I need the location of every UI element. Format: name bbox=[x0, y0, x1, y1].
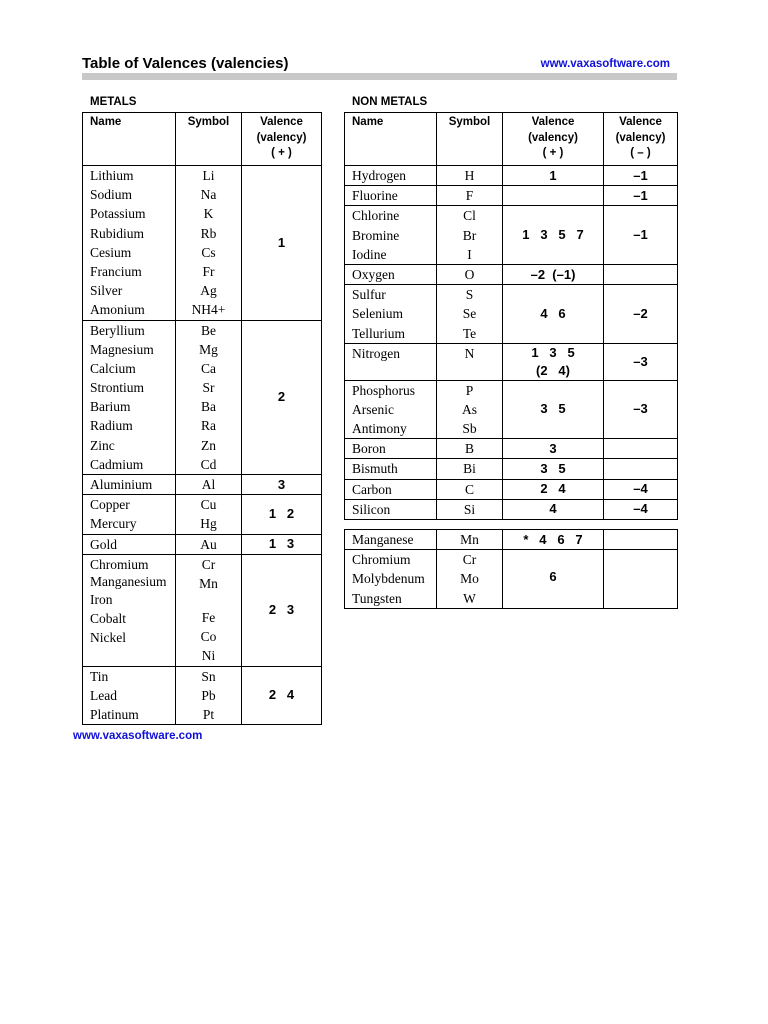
element-names-cell bbox=[345, 530, 437, 550]
element-symbol: Ca bbox=[201, 360, 216, 376]
positive-valence-cell bbox=[503, 459, 604, 479]
metal-group-row bbox=[83, 475, 322, 495]
valence-value: 1 2 bbox=[268, 506, 295, 522]
element-name: Selenium bbox=[352, 306, 403, 322]
element-symbols-cell bbox=[437, 343, 503, 380]
non-metal-group-row bbox=[345, 479, 678, 499]
element-symbol: Ag bbox=[200, 283, 217, 299]
element-names-cell bbox=[83, 475, 176, 495]
element-name: Tin bbox=[90, 668, 109, 684]
element-name: Tellurium bbox=[352, 325, 406, 341]
element-symbol: Pb bbox=[201, 687, 216, 703]
element-symbol: Br bbox=[462, 227, 477, 243]
non-metal-group-row bbox=[345, 264, 678, 284]
element-symbol: Ra bbox=[201, 418, 216, 434]
element-names-cell bbox=[345, 186, 437, 206]
valence-value: –4 bbox=[633, 501, 648, 517]
non-metal-group-row bbox=[345, 166, 678, 186]
valence-value: 2 4 bbox=[268, 687, 295, 703]
element-symbol: Te bbox=[462, 325, 477, 341]
header-neg-line2: (valency) bbox=[615, 131, 666, 144]
element-symbol: Pt bbox=[202, 706, 215, 722]
element-names-cell bbox=[345, 285, 437, 344]
valence-value: 3 bbox=[549, 440, 557, 456]
negative-valence-cell bbox=[604, 499, 678, 519]
element-name: Barium bbox=[90, 399, 131, 415]
element-name: Silicon bbox=[352, 501, 391, 517]
element-name: Zinc bbox=[90, 437, 115, 453]
element-name: Fluorine bbox=[352, 188, 398, 204]
element-symbol: Sr bbox=[202, 380, 215, 396]
transition-group-row bbox=[345, 530, 678, 550]
footer-site-link[interactable]: www.vaxasoftware.com bbox=[73, 730, 203, 742]
element-symbols-cell bbox=[437, 285, 503, 344]
element-name: Radium bbox=[90, 418, 133, 434]
element-symbol: Cs bbox=[201, 244, 216, 260]
header-pos-line1: Valence bbox=[531, 116, 575, 128]
element-symbols-cell bbox=[176, 534, 242, 554]
element-symbols-cell bbox=[176, 320, 242, 475]
positive-valence-cell bbox=[503, 186, 604, 206]
element-name: Mercury bbox=[90, 516, 137, 532]
non-metal-group-row bbox=[345, 380, 678, 439]
metal-group-row bbox=[83, 166, 322, 321]
element-symbol: I bbox=[467, 246, 472, 262]
valence-value: 3 5 bbox=[540, 401, 566, 417]
element-symbol: Hg bbox=[200, 516, 217, 532]
valence-value: * 4 6 7 bbox=[523, 531, 583, 547]
element-name: Carbon bbox=[352, 481, 392, 497]
element-symbol: K bbox=[203, 206, 214, 222]
page-title: Table of Valences (valencies) bbox=[82, 55, 289, 72]
non-metal-group-row bbox=[345, 343, 678, 380]
positive-valence-cell bbox=[503, 530, 604, 550]
negative-valence-cell bbox=[604, 439, 678, 459]
negative-valence-cell bbox=[604, 380, 678, 439]
element-symbols-cell bbox=[437, 479, 503, 499]
valence-cell bbox=[242, 475, 322, 495]
positive-valence-cell bbox=[503, 380, 604, 439]
element-name: Nickel bbox=[90, 630, 126, 646]
element-name: Silver bbox=[90, 283, 123, 299]
element-symbols-cell bbox=[437, 530, 503, 550]
element-symbol: N bbox=[464, 345, 475, 361]
element-symbol: Co bbox=[200, 629, 217, 645]
element-name: Cobalt bbox=[90, 611, 126, 627]
element-name: Chlorine bbox=[352, 208, 400, 224]
valence-cell bbox=[242, 554, 322, 666]
element-name: Cadmium bbox=[90, 456, 144, 472]
valence-cell bbox=[242, 320, 322, 475]
valence-value: 6 bbox=[549, 569, 557, 585]
non-metal-group-row bbox=[345, 186, 678, 206]
element-name: Phosphorus bbox=[352, 382, 416, 398]
element-symbol: S bbox=[465, 287, 474, 303]
header-valence-positive bbox=[503, 113, 604, 166]
element-names-cell bbox=[83, 166, 176, 321]
element-name: Platinum bbox=[90, 706, 139, 722]
element-name: Strontium bbox=[90, 380, 145, 396]
element-symbols-cell bbox=[437, 206, 503, 265]
metal-group-row bbox=[83, 320, 322, 475]
element-name: Cesium bbox=[90, 244, 132, 260]
header-symbol: Symbol bbox=[437, 113, 503, 166]
element-symbol: P bbox=[465, 382, 474, 398]
negative-valence-cell bbox=[604, 285, 678, 344]
element-name: Potassium bbox=[90, 206, 146, 222]
element-name: Boron bbox=[352, 441, 386, 457]
element-name: Amonium bbox=[90, 302, 145, 318]
negative-valence-cell bbox=[604, 166, 678, 186]
valence-value: 1 3 bbox=[268, 536, 295, 552]
element-names-cell bbox=[345, 439, 437, 459]
valence-value: 1 bbox=[277, 234, 286, 250]
element-symbol: Fe bbox=[201, 609, 216, 625]
metals-header-row bbox=[83, 113, 322, 166]
element-symbols-cell bbox=[176, 475, 242, 495]
element-name: Antimony bbox=[352, 421, 407, 437]
element-names-cell bbox=[83, 320, 176, 475]
element-symbol: Si bbox=[463, 501, 476, 517]
element-names-cell bbox=[345, 479, 437, 499]
negative-valence-cell bbox=[604, 343, 678, 380]
element-symbol: Mo bbox=[460, 571, 479, 587]
metals-label: METALS bbox=[90, 96, 137, 108]
negative-valence-cell bbox=[604, 550, 678, 609]
element-symbols-cell bbox=[437, 550, 503, 609]
element-name: Gold bbox=[90, 536, 117, 552]
element-symbol: Cl bbox=[463, 208, 476, 224]
element-symbols-cell bbox=[176, 495, 242, 534]
valence-cell bbox=[242, 166, 322, 321]
metal-group-row bbox=[83, 666, 322, 725]
element-names-cell bbox=[345, 206, 437, 265]
element-symbol: Mn bbox=[199, 575, 218, 591]
element-symbol: Cr bbox=[201, 556, 216, 572]
element-names-cell bbox=[83, 554, 176, 666]
valence-value: 1 3 5 7 bbox=[522, 227, 584, 243]
element-symbols-cell bbox=[176, 554, 242, 666]
valence-value: 3 5 bbox=[540, 461, 566, 477]
negative-valence-cell bbox=[604, 459, 678, 479]
element-symbol: H bbox=[464, 168, 475, 183]
element-symbol: Se bbox=[462, 306, 477, 322]
header-name: Name bbox=[83, 113, 176, 166]
element-names-cell bbox=[345, 499, 437, 519]
valence-value: 2 3 bbox=[268, 602, 295, 618]
element-symbol: Li bbox=[202, 168, 215, 183]
element-symbol: W bbox=[463, 590, 476, 606]
element-symbol: Be bbox=[201, 322, 216, 338]
element-name: Iron bbox=[90, 591, 113, 607]
element-symbol: F bbox=[465, 188, 474, 204]
valence-value: –3 bbox=[633, 401, 648, 417]
element-symbol: Mn bbox=[460, 532, 479, 547]
header-symbol: Symbol bbox=[176, 113, 242, 166]
element-symbol: C bbox=[464, 481, 474, 497]
element-symbol: Sb bbox=[462, 421, 477, 437]
element-name: Bismuth bbox=[352, 461, 398, 477]
element-symbol: Cd bbox=[200, 456, 217, 472]
valence-value: 4 bbox=[549, 501, 557, 517]
element-name: Lithium bbox=[90, 168, 134, 183]
header-neg-line3: ( – ) bbox=[630, 147, 651, 159]
header-neg-line1: Valence bbox=[619, 116, 662, 128]
element-name: Aluminium bbox=[90, 477, 153, 492]
element-symbol: Al bbox=[201, 477, 216, 492]
negative-valence-cell bbox=[604, 206, 678, 265]
element-names-cell bbox=[83, 495, 176, 534]
element-symbol: Bi bbox=[463, 461, 476, 477]
positive-valence-cell bbox=[503, 285, 604, 344]
element-name: Chromium bbox=[90, 556, 149, 572]
element-symbol: Au bbox=[200, 536, 217, 552]
valence-value: 2 bbox=[277, 389, 286, 405]
element-name: Sulfur bbox=[352, 287, 386, 303]
header-name: Name bbox=[345, 113, 437, 166]
header-valence-negative bbox=[604, 113, 678, 166]
element-symbols-cell bbox=[437, 380, 503, 439]
positive-valence-cell bbox=[503, 439, 604, 459]
element-name: Molybdenum bbox=[352, 571, 425, 587]
element-names-cell bbox=[345, 459, 437, 479]
header-valence bbox=[242, 113, 322, 166]
element-symbol: Ni bbox=[201, 648, 216, 664]
valence-cell bbox=[242, 534, 322, 554]
header-divider bbox=[82, 73, 677, 80]
valence-value: 4 6 bbox=[540, 305, 566, 321]
positive-valence-cell bbox=[503, 264, 604, 284]
element-symbol: As bbox=[461, 401, 477, 417]
element-symbol: Sn bbox=[201, 668, 216, 684]
valence-value: –2 bbox=[633, 305, 648, 321]
positive-valence-cell bbox=[503, 206, 604, 265]
element-name: Bromine bbox=[352, 227, 400, 243]
positive-valence-cell bbox=[503, 550, 604, 609]
metal-group-row bbox=[83, 495, 322, 534]
header-valence-line3: ( + ) bbox=[271, 147, 292, 159]
non-metal-group-row bbox=[345, 285, 678, 344]
element-symbols-cell bbox=[437, 166, 503, 186]
element-names-cell bbox=[83, 534, 176, 554]
element-symbols-cell bbox=[437, 459, 503, 479]
element-symbol: Cr bbox=[462, 552, 477, 568]
element-symbols-cell bbox=[437, 264, 503, 284]
negative-valence-cell bbox=[604, 530, 678, 550]
non-metals-header-row bbox=[345, 113, 678, 166]
positive-valence-cell bbox=[503, 343, 604, 380]
element-name: Manganesium bbox=[90, 573, 167, 589]
element-names-cell bbox=[83, 666, 176, 725]
element-symbols-cell bbox=[176, 666, 242, 725]
valence-value: 1 3 5 bbox=[531, 344, 575, 360]
header-site-link[interactable]: www.vaxasoftware.com bbox=[540, 58, 670, 70]
non-metal-group-row bbox=[345, 206, 678, 265]
header-pos-line2: (valency) bbox=[528, 131, 578, 144]
element-symbol: O bbox=[464, 266, 475, 282]
metals-table bbox=[82, 112, 322, 725]
non-metal-group-row bbox=[345, 459, 678, 479]
negative-valence-cell bbox=[604, 186, 678, 206]
valence-cell bbox=[242, 666, 322, 725]
valence-value: 3 bbox=[277, 476, 286, 492]
valence-value: –4 bbox=[633, 481, 648, 497]
valence-value: –1 bbox=[633, 187, 648, 203]
element-name: Magnesium bbox=[90, 341, 154, 357]
element-name: Copper bbox=[90, 497, 130, 513]
valence-value: 1 bbox=[549, 167, 557, 183]
element-name: Oxygen bbox=[352, 266, 395, 282]
element-names-cell bbox=[345, 380, 437, 439]
element-name: Tungsten bbox=[352, 590, 402, 606]
valence-value: –1 bbox=[633, 227, 648, 243]
non-metals-label: NON METALS bbox=[352, 96, 428, 108]
positive-valence-cell bbox=[503, 499, 604, 519]
element-names-cell bbox=[345, 343, 437, 380]
non-metal-group-row bbox=[345, 439, 678, 459]
header-pos-line3: ( + ) bbox=[542, 147, 564, 159]
negative-valence-cell bbox=[604, 479, 678, 499]
element-name: Nitrogen bbox=[352, 345, 400, 361]
element-name: Manganese bbox=[352, 532, 414, 547]
negative-valence-cell bbox=[604, 264, 678, 284]
element-names-cell bbox=[345, 264, 437, 284]
element-symbol: Ba bbox=[201, 399, 216, 415]
non-metals-table bbox=[344, 112, 678, 520]
element-name: Hydrogen bbox=[352, 168, 406, 183]
element-symbol: Cu bbox=[200, 497, 217, 513]
element-name: Francium bbox=[90, 263, 142, 279]
valence-value: 2 4 bbox=[540, 481, 566, 497]
element-symbols-cell bbox=[437, 439, 503, 459]
transition-metals-table bbox=[344, 529, 678, 609]
header-valence-line1: Valence bbox=[260, 116, 303, 128]
positive-valence-cell bbox=[503, 479, 604, 499]
element-symbol: Fr bbox=[202, 263, 215, 279]
metal-group-row bbox=[83, 554, 322, 666]
element-symbol: B bbox=[464, 441, 474, 457]
element-name: Beryllium bbox=[90, 322, 145, 338]
element-symbol: Rb bbox=[200, 225, 217, 241]
valence-value: (2 4) bbox=[536, 362, 570, 378]
element-name: Sodium bbox=[90, 187, 133, 203]
element-names-cell bbox=[345, 166, 437, 186]
element-names-cell bbox=[345, 550, 437, 609]
valence-cell bbox=[242, 495, 322, 534]
non-metal-group-row bbox=[345, 499, 678, 519]
valence-value: –3 bbox=[633, 353, 648, 369]
element-name: Iodine bbox=[352, 246, 387, 262]
positive-valence-cell bbox=[503, 166, 604, 186]
element-symbol: Mg bbox=[199, 341, 218, 357]
header-valence-line2: (valency) bbox=[256, 131, 307, 144]
valence-value: –2 (–1) bbox=[530, 266, 576, 282]
valence-value: –1 bbox=[633, 167, 648, 183]
element-name: Calcium bbox=[90, 360, 136, 376]
element-name: Arsenic bbox=[352, 401, 394, 417]
metal-group-row bbox=[83, 534, 322, 554]
element-name: Lead bbox=[90, 687, 117, 703]
element-name: Chromium bbox=[352, 552, 411, 568]
element-symbols-cell bbox=[437, 499, 503, 519]
element-symbol: Zn bbox=[201, 437, 216, 453]
element-symbol: NH4+ bbox=[191, 302, 226, 318]
element-symbols-cell bbox=[176, 166, 242, 321]
element-symbols-cell bbox=[437, 186, 503, 206]
element-symbol: Na bbox=[200, 187, 217, 203]
transition-group-row bbox=[345, 550, 678, 609]
element-name: Rubidium bbox=[90, 225, 145, 241]
